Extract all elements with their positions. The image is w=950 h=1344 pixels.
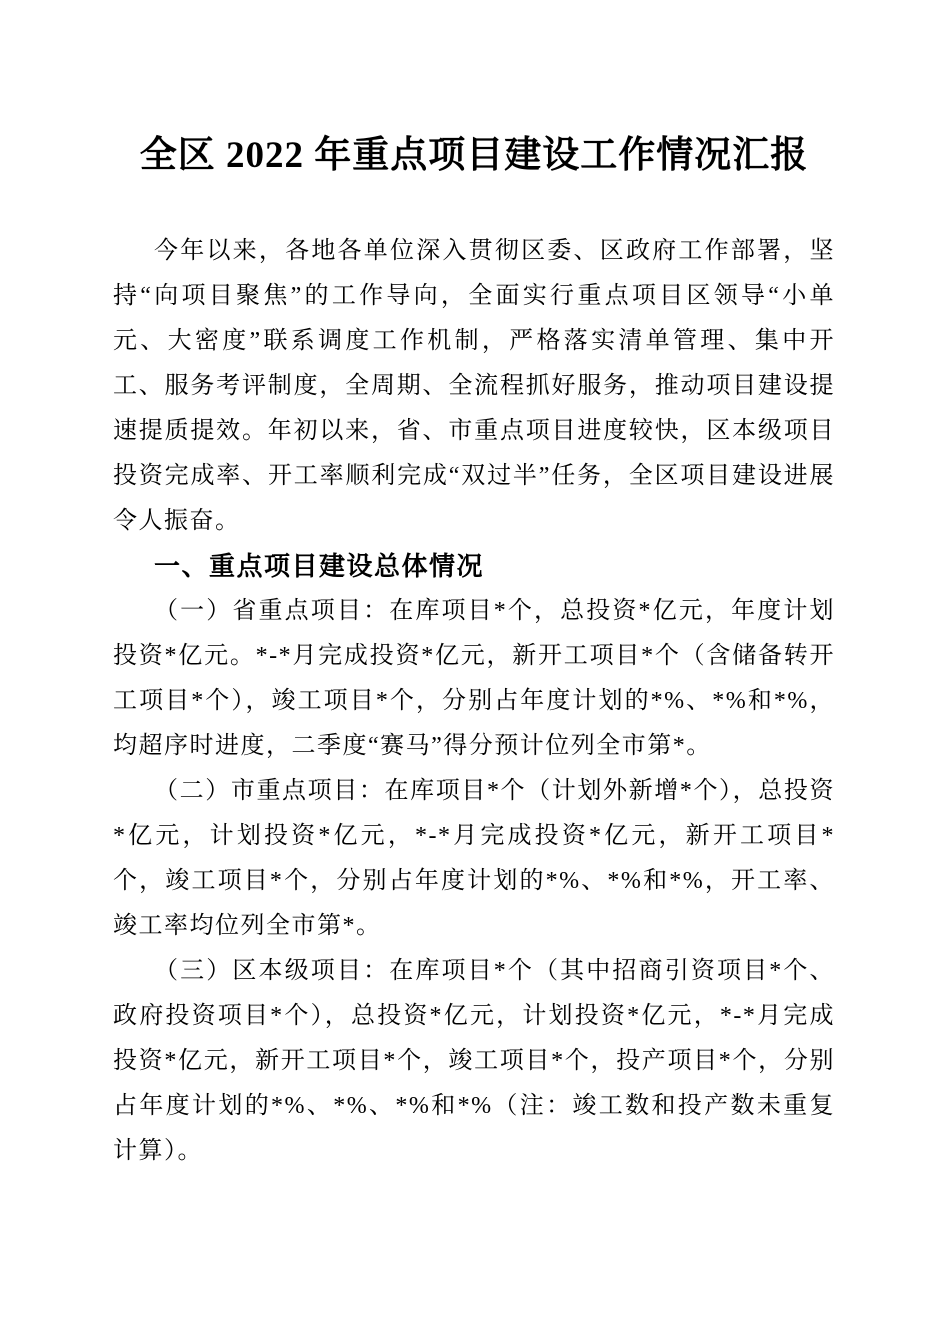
- paragraph-city-key-projects: （二）市重点项目：在库项目*个（计划外新增*个），总投资*亿元，计划投资*亿元，*-*月完成投资*亿元，新开工项目*个，竣工项目*个，分别占年度计划的*%、*%和*%，开工率、竣工率均位列全市第*。: [113, 778, 835, 939]
- paragraph-province-key-projects: （一）省重点项目：在库项目*个，总投资*亿元，年度计划投资*亿元。*-*月完成投资*亿元，新开工项目*个（含储备转开工项目*个），竣工项目*个，分别占年度计划的*%、*%和*%，均超序时进度，二季度“赛马”得分预计位列全市第*。: [113, 598, 835, 759]
- document-title: 全区 2022 年重点项目建设工作情况汇报: [139, 135, 809, 176]
- paragraph-district-level-projects: （三）区本级项目：在库项目*个（其中招商引资项目*个、政府投资项目*个），总投资*亿元，计划投资*亿元，*-*月完成投资*亿元，新开工项目*个，竣工项目*个，投产项目*个，分别占年度计划的*%、*%、*%和*%（注：竣工数和投产数未重复计算）。: [113, 958, 835, 1164]
- intro-paragraph: 今年以来，各地各单位深入贯彻区委、区政府工作部署，坚持“向项目聚焦”的工作导向，全面实行重点项目区领导“小单元、大密度”联系调度工作机制，严格落实清单管理、集中开工、服务考评制度，全周期、全流程抓好服务，推动项目建设提速提质提效。年初以来，省、市重点项目进度较快，区本级项目投资完成率、开工率顺利完成“双过半”任务，全区项目建设进展令人振奋。: [113, 238, 835, 534]
- section-heading-1: 一、重点项目建设总体情况: [154, 551, 485, 581]
